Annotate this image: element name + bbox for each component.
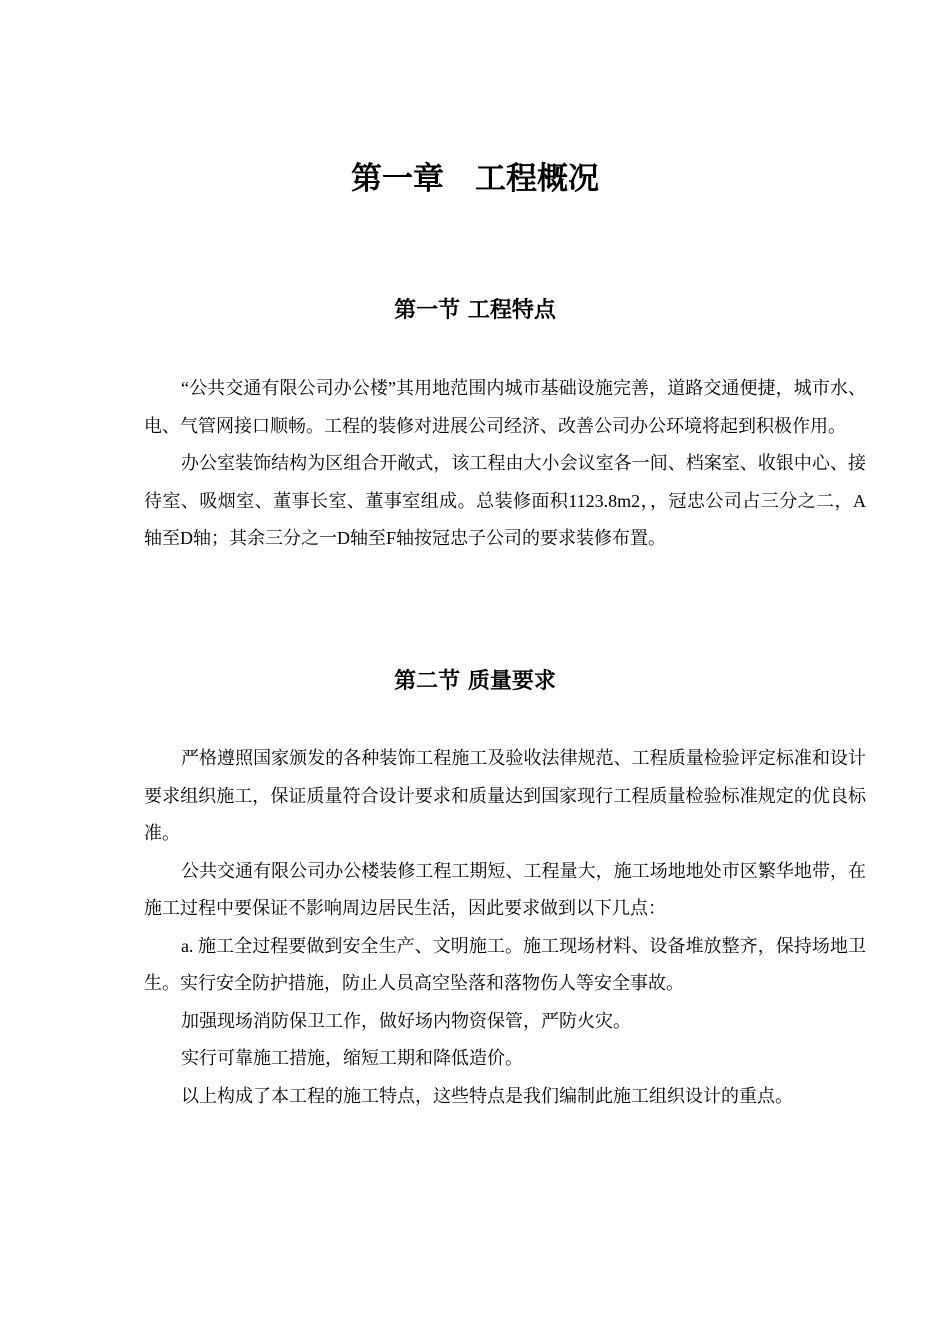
section-title-quality: 第二节 质量要求	[394, 669, 556, 694]
chapter-title: 第一章 工程概况	[351, 161, 599, 197]
paragraph: “公共交通有限公司办公楼”其用地范围内城市基础设施完善，道路交通便捷，城市水、电、气管网接口顺畅。工程的装修对进展公司经济、改善公司办公环境将起到积极作用。	[144, 378, 866, 436]
section-body-quality	[144, 740, 866, 1115]
paragraph: 加强现场消防保卫工作，做好场内物资保管，严防火灾。	[181, 1010, 631, 1031]
paragraph: 实行可靠施工措施，缩短工期和降低造价。	[181, 1048, 523, 1068]
section-title-features: 第一节 工程特点	[394, 298, 556, 323]
paragraph: 以上构成了本工程的施工特点，这些特点是我们编制此施工组织设计的重点。	[181, 1085, 793, 1106]
section-body-features	[144, 370, 866, 558]
paragraph: 严格遵照国家颁发的各种装饰工程施工及验收法律规范、工程质量检验评定标准和设计要求组织施工，保证质量符合设计要求和质量达到国家现行工程质量检验标准规定的优良标准。	[144, 748, 866, 843]
paragraph: 公共交通有限公司办公楼装修工程工期短、工程量大，施工场地地处市区繁华地带，在施工过程中要保证不影响周边居民生活，因此要求做到以下几点：	[144, 860, 866, 918]
paragraph: 办公室装饰结构为区组合开敞式，该工程由大小会议室各一间、档案室、收银中心、接待室、吸烟室、董事长室、董事室组成。总装修面积1123.8m2，，冠忠公司占三分之二，A轴至D轴；其余三分之一D轴至F轴按冠忠子公司的要求装修布置。	[144, 453, 866, 548]
list-item: a. 施工全过程要做到安全生产、文明施工。施工现场材料、设备堆放整齐，保持场地卫生。实行安全防护措施，防止人员高空坠落和落物伤人等安全事故。	[144, 935, 866, 993]
